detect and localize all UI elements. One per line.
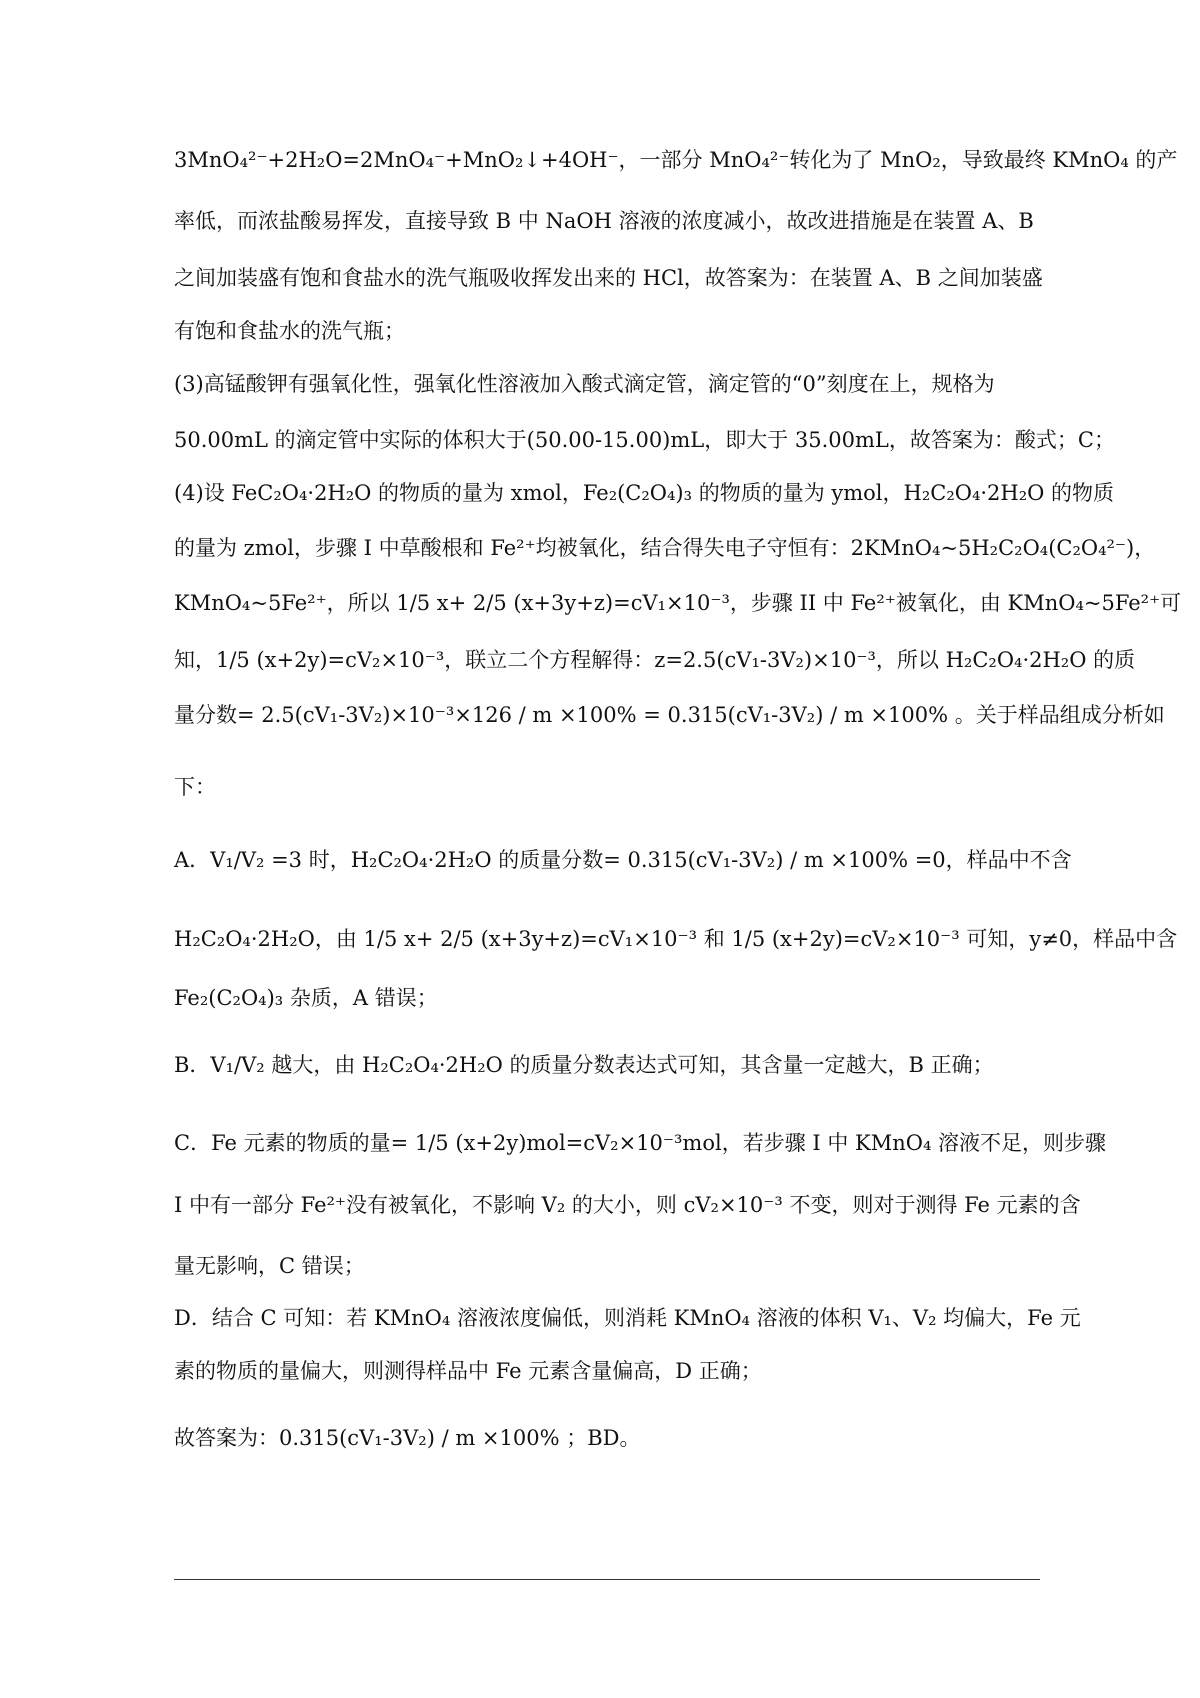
text-line: 3MnO₄²⁻+2H₂O=2MnO₄⁻+MnO₂↓+4OH⁻，一部分 MnO₄²⁻转化为了 MnO₂，导致最终 KMnO₄ 的产: [174, 148, 1178, 172]
text-line: (4)设 FeC₂O₄·2H₂O 的物质的量为 xmol，Fe₂(C₂O₄)₃ 的物质的量为 ymol，H₂C₂O₄·2H₂O 的物质: [174, 481, 1115, 505]
text-line: 有饱和食盐水的洗气瓶；: [174, 319, 405, 343]
text-line: 下：: [174, 775, 216, 799]
text-line: 50.00mL 的滴定管中实际的体积大于(50.00-15.00)mL，即大于 35.00mL，故答案为：酸式；C；: [174, 428, 1115, 452]
text-line: KMnO₄~5Fe²⁺，所以 1/5 x+ 2/5 (x+3y+z)=cV₁×10⁻³，步骤 II 中 Fe²⁺被氧化，由 KMnO₄~5Fe²⁺可: [174, 591, 1182, 615]
text-line: (3)高锰酸钾有强氧化性，强氧化性溶液加入酸式滴定管，滴定管的“0”刻度在上，规格为: [174, 372, 995, 396]
text-line: 量无影响，C 错误；: [174, 1254, 365, 1278]
text-line: 的量为 zmol，步骤 I 中草酸根和 Fe²⁺均被氧化，结合得失电子守恒有：2KMnO₄~5H₂C₂O₄(C₂O₄²⁻)，: [174, 536, 1156, 560]
text-line: 知，1/5 (x+2y)=cV₂×10⁻³，联立二个方程解得：z=2.5(cV₁-3V₂)×10⁻³，所以 H₂C₂O₄·2H₂O 的质: [174, 648, 1136, 672]
text-line: I 中有一部分 Fe²⁺没有被氧化，不影响 V₂ 的大小，则 cV₂×10⁻³ 不变，则对于测得 Fe 元素的含: [174, 1193, 1081, 1217]
text-line: A．V₁/V₂ =3 时，H₂C₂O₄·2H₂O 的质量分数= 0.315(cV₁-3V₂) / m ×100% =0，样品中不含: [174, 848, 1072, 872]
text-line: 率低，而浓盐酸易挥发，直接导致 B 中 NaOH 溶液的浓度减小，故改进措施是在装置 A、B: [174, 209, 1034, 233]
text-line: 量分数= 2.5(cV₁-3V₂)×10⁻³×126 / m ×100% = 0.315(cV₁-3V₂) / m ×100% 。关于样品组成分析如: [174, 703, 1165, 727]
text-line: D．结合 C 可知：若 KMnO₄ 溶液浓度偏低，则消耗 KMnO₄ 溶液的体积 V₁、V₂ 均偏大，Fe 元: [174, 1306, 1081, 1330]
text-line: 之间加装盛有饱和食盐水的洗气瓶吸收挥发出来的 HCl，故答案为：在装置 A、B 之间加装盛: [174, 266, 1043, 290]
text-line: Fe₂(C₂O₄)₃ 杂质，A 错误；: [174, 986, 438, 1010]
text-line: 素的物质的量偏大，则测得样品中 Fe 元素含量偏高，D 正确；: [174, 1359, 762, 1383]
text-line: C．Fe 元素的物质的量= 1/5 (x+2y)mol=cV₂×10⁻³mol，若步骤 I 中 KMnO₄ 溶液不足，则步骤: [174, 1131, 1107, 1155]
text-line: B．V₁/V₂ 越大，由 H₂C₂O₄·2H₂O 的质量分数表达式可知，其含量一定越大，B 正确；: [174, 1053, 994, 1077]
text-line: H₂C₂O₄·2H₂O，由 1/5 x+ 2/5 (x+3y+z)=cV₁×10⁻³ 和 1/5 (x+2y)=cV₂×10⁻³ 可知，y≠0，样品中含: [174, 927, 1178, 951]
text-line: 故答案为：0.315(cV₁-3V₂) / m ×100% ；BD。: [174, 1426, 641, 1450]
footer-rule: [174, 1579, 1040, 1580]
